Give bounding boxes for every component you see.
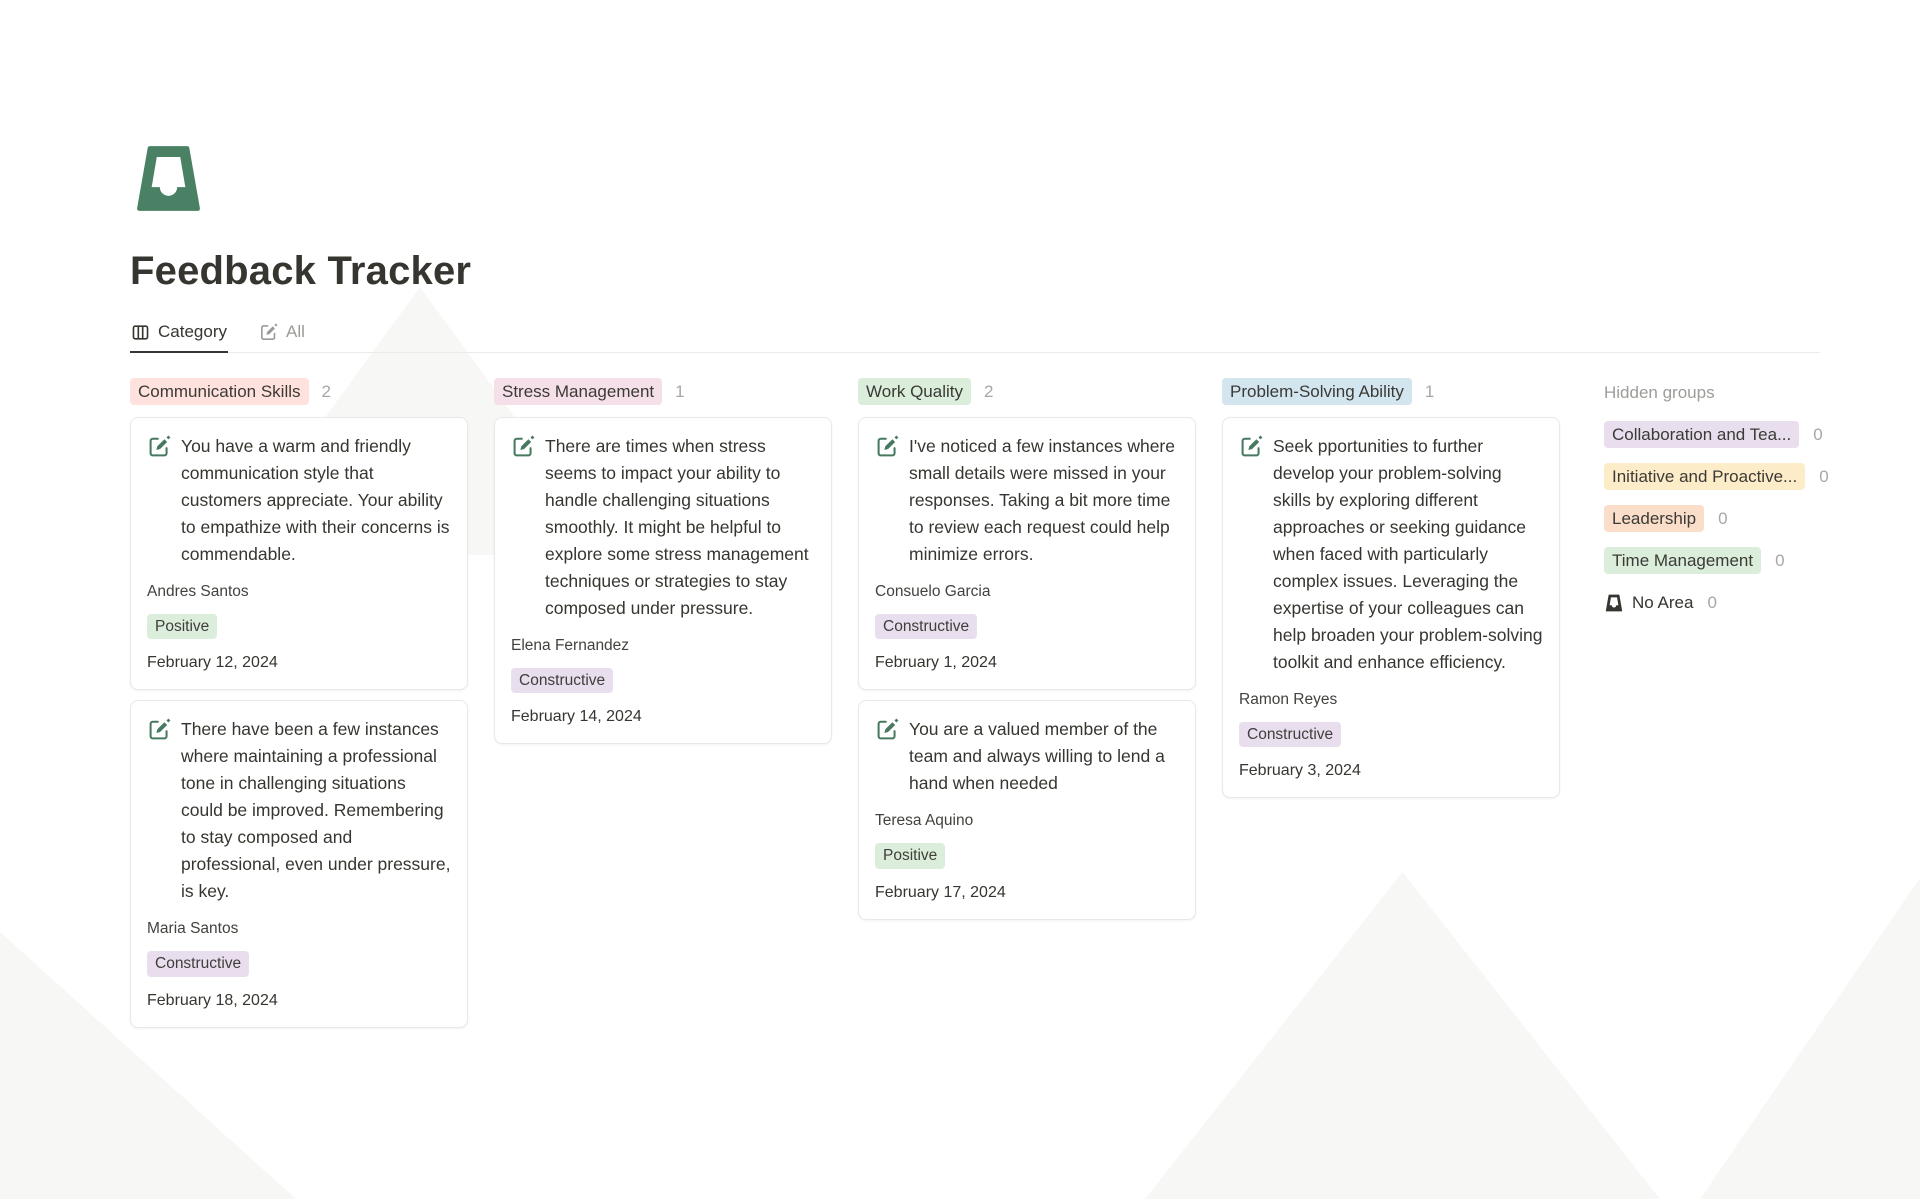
column-header[interactable]: [494, 379, 832, 405]
card-tag: Constructive: [875, 614, 977, 640]
card-date: February 1, 2024: [875, 654, 997, 671]
card-tag: Positive: [147, 614, 217, 640]
hidden-group-pill: Time Management: [1604, 547, 1761, 574]
tab-label: Category: [158, 322, 227, 341]
hidden-group-pill: Initiative and Proactive...: [1604, 463, 1805, 490]
hidden-group-count: 0: [1718, 508, 1728, 528]
column-count: 1: [675, 381, 685, 401]
feedback-card[interactable]: [130, 700, 468, 1028]
hidden-groups: [1604, 379, 1829, 616]
column-count: 2: [321, 381, 331, 401]
card-author: Ramon Reyes: [1239, 690, 1338, 708]
column-count: 1: [1424, 381, 1435, 401]
board-column: [130, 379, 468, 1028]
feedback-card[interactable]: [858, 700, 1196, 920]
tab-label: All: [285, 322, 305, 341]
card-date: February 12, 2024: [147, 654, 278, 671]
feedback-card[interactable]: [494, 417, 832, 745]
column-header[interactable]: [858, 379, 1196, 405]
card-date: February 3, 2024: [1239, 762, 1361, 779]
card-author: Teresa Aquino: [875, 812, 974, 829]
card-author: Maria Santos: [147, 920, 239, 937]
tab-category[interactable]: [130, 316, 228, 353]
hidden-group-row[interactable]: [1604, 422, 1829, 448]
inbox-icon: [1604, 593, 1624, 613]
card-text: There are times when stress seems to impact your ability to handle challenging situations smoothly. It might be helpful to explore some stress management techniques or strategies to stay composed under pressure.: [545, 435, 809, 618]
hidden-group-count: 0: [1813, 424, 1823, 444]
column-count: 2: [984, 381, 994, 401]
board-column: [494, 379, 832, 745]
column-header[interactable]: [130, 379, 468, 405]
card-text: Seek pportunities to further develop your problem-solving skills by exploring different approaches or seeking guidance when faced with particularly complex issues. Leveraging the expertise of your colleagues can help broaden your problem-solving toolkit and enhance efficiency.: [1273, 435, 1543, 672]
edit-icon: [875, 718, 899, 742]
card-author: Consuelo Garcia: [875, 582, 991, 600]
column-pill: Stress Management: [494, 378, 662, 405]
edit-icon: [511, 435, 535, 459]
board-column: [1222, 379, 1560, 799]
hidden-group-row[interactable]: [1604, 506, 1829, 532]
page-inbox-icon[interactable]: [130, 140, 207, 217]
hidden-group-label: No Area: [1632, 592, 1694, 612]
card-date: February 17, 2024: [875, 883, 1006, 901]
edit-icon: [259, 323, 278, 342]
card-tag: Constructive: [147, 951, 249, 977]
card-date: February 18, 2024: [147, 991, 278, 1009]
card-tag: Constructive: [1239, 722, 1341, 748]
board-columns-icon: [131, 323, 150, 342]
hidden-group-pill: Collaboration and Tea...: [1604, 421, 1799, 448]
column-pill: Problem-Solving Ability: [1222, 378, 1412, 405]
hidden-group-pill: Leadership: [1604, 505, 1704, 532]
hidden-group-count: 0: [1819, 466, 1829, 486]
card-tag: Constructive: [511, 668, 613, 694]
edit-icon: [1239, 435, 1263, 459]
hidden-groups-title: Hidden groups: [1604, 382, 1715, 402]
board: [130, 379, 1829, 1028]
card-date: February 14, 2024: [511, 708, 642, 725]
column-pill: Communication Skills: [130, 378, 309, 405]
board-column: [858, 379, 1196, 920]
feedback-card[interactable]: [858, 417, 1196, 691]
column-cards: [494, 417, 832, 745]
hidden-group-row[interactable]: [1604, 464, 1829, 490]
column-cards: [858, 417, 1196, 920]
card-author: Andres Santos: [147, 582, 249, 600]
edit-icon: [875, 435, 899, 459]
hidden-group-row-no-area[interactable]: [1604, 590, 1829, 616]
column-pill: Work Quality: [858, 378, 971, 405]
card-text: I've noticed a few instances where small details were missed in your responses. Taking a bit more time to review each request could help minimize errors.: [909, 435, 1175, 564]
page-title: Feedback Tracker: [130, 249, 472, 293]
hidden-group-row[interactable]: [1604, 548, 1829, 574]
card-text: There have been a few instances where maintaining a professional tone in challenging situations could be improved. Remembering to stay composed and professional, even under pressure, is key.: [181, 719, 451, 901]
view-tabs: [130, 316, 1820, 353]
card-tag: Positive: [875, 843, 945, 869]
column-cards: [130, 417, 468, 1028]
tab-all[interactable]: [258, 316, 306, 353]
hidden-group-count: 0: [1707, 592, 1717, 612]
card-text: You have a warm and friendly communication style that customers appreciate. Your ability to empathize with their concerns is commendable.: [181, 435, 450, 564]
column-cards: [1222, 417, 1560, 799]
edit-icon: [147, 718, 171, 742]
column-header[interactable]: [1222, 379, 1560, 405]
feedback-card[interactable]: [1222, 417, 1560, 799]
hidden-group-count: 0: [1775, 550, 1785, 570]
card-author: Elena Fernandez: [511, 636, 630, 654]
feedback-card[interactable]: [130, 417, 468, 691]
card-text: You are a valued member of the team and always willing to lend a hand when needed: [909, 719, 1165, 793]
edit-icon: [147, 435, 171, 459]
